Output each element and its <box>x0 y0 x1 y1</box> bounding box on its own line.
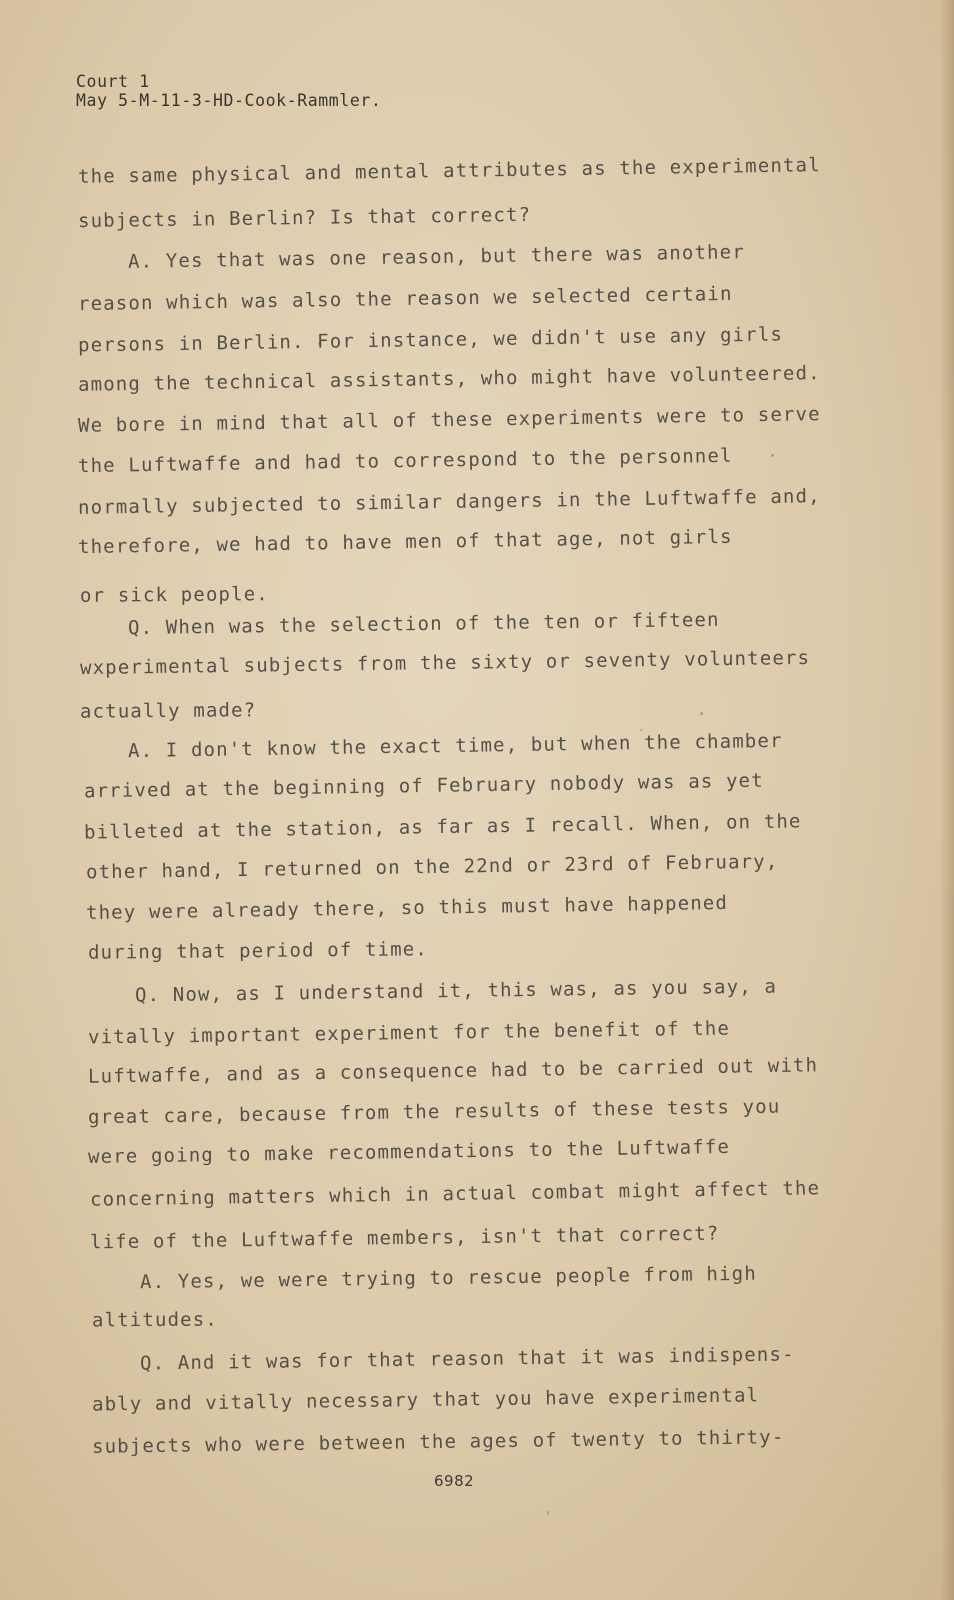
transcript-line: subjects in Berlin? Is that correct? <box>77 203 532 233</box>
transcript-line: arrived at the beginning of February nobody was as yet <box>83 769 764 803</box>
paper-speck <box>547 1511 549 1515</box>
transcript-line: wxperimental subjects from the sixty or seventy volunteers <box>79 646 811 680</box>
transcript-line: during that period of time. <box>87 938 429 964</box>
transcript-line: Q. And it was for that reason that it was indispens- <box>139 1343 795 1375</box>
paper-speck <box>318 342 320 345</box>
transcript-line: reason which was also the reason we selected certain <box>77 282 733 316</box>
transcript-line: We bore in mind that all of these experiments were to serve <box>77 403 821 437</box>
transcript-line: persons in Berlin. For instance, we didn't use any girls <box>77 323 784 357</box>
transcript-line: ably and vitally necessary that you have experimental <box>91 1384 760 1416</box>
transcript-line: life of the Luftwaffe members, isn't that correct? <box>89 1222 720 1254</box>
transcript-line: therefore, we had to have men of that age, not girls <box>77 525 733 559</box>
session-code: May 5-M-11-3-HD-Cook-Rammler. <box>76 91 382 110</box>
transcript-line: great care, because from the results of these tests you <box>87 1095 781 1129</box>
transcript-line: vitally important experiment for the benefit of the <box>87 1017 731 1049</box>
paper-speck <box>640 729 642 731</box>
transcript-line: normally subjected to similar dangers in the Luftwaffe and, <box>77 485 821 519</box>
transcript-line: or sick people. <box>79 583 269 607</box>
paper-speck <box>771 454 774 457</box>
transcript-line: A. Yes that was one reason, but there was another <box>127 241 745 273</box>
transcript-line: the same physical and mental attributes as the experimental <box>77 154 821 188</box>
court-label: Court 1 <box>76 72 150 91</box>
transcript-line: actually made? <box>79 699 257 723</box>
transcript-line: Q. Now, as I understand it, this was, as you say, a <box>134 975 778 1007</box>
transcript-line: billeted at the station, as far as I recall. When, on the <box>83 810 802 844</box>
paper-speck <box>700 712 703 715</box>
transcript-line: were going to make recommendations to the Luftwaffe <box>87 1135 731 1169</box>
page-number: 6982 <box>434 1472 475 1490</box>
transcript-line: the Luftwaffe and had to correspond to the personnel <box>77 444 733 478</box>
transcript-line: among the technical assistants, who might have volunteered. <box>77 362 821 396</box>
transcript-line: concerning matters which in actual combat might affect the <box>89 1177 821 1211</box>
transcript-line: A. I don't know the exact time, but when the chamber <box>127 729 783 763</box>
transcript-line: other hand, I returned on the 22nd or 23rd of February, <box>85 850 779 884</box>
transcript-line: A. Yes, we were trying to rescue people from high <box>139 1262 757 1294</box>
transcript-line: Luftwaffe, and as a consequence had to be carried out with <box>87 1054 819 1088</box>
transcript-line: subjects who were between the ages of twenty to thirty- <box>91 1426 785 1458</box>
transcript-line: Q. When was the selection of the ten or fifteen <box>127 608 720 640</box>
transcript-line: altitudes. <box>91 1308 218 1332</box>
transcript-line: they were already there, so this must have happened <box>85 891 729 925</box>
